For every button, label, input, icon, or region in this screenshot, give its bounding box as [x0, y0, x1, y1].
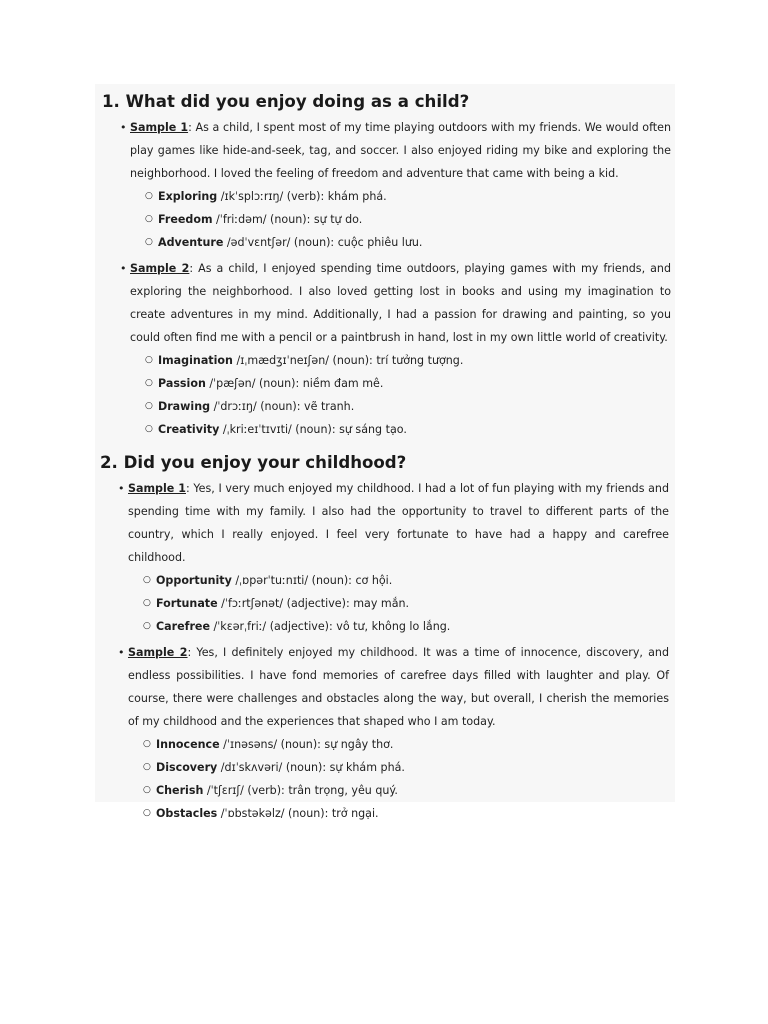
- vocab-item: [145, 395, 671, 418]
- circle-bullet-icon: ○: [145, 355, 153, 365]
- sample-label: Sample 2: [128, 646, 188, 659]
- sample-text: : Yes, I very much enjoyed my childhood. I had a lot of fun playing with my friends and spending time with my family. I also had the opportunity to travel to different parts of the country, which I really enjoyed. I feel very fortunate to have had a happy and carefree childhood.: [128, 482, 669, 564]
- vocab-item: [145, 372, 671, 395]
- sample-label: Sample 1: [128, 482, 186, 495]
- vocab-item: [143, 779, 669, 802]
- vocab-definition: /dɪˈskʌvəri/ (noun): sự khám phá.: [217, 761, 405, 774]
- vocab-word: Discovery: [156, 761, 218, 774]
- vocab-word: Drawing: [158, 400, 211, 413]
- vocab-list: [143, 733, 669, 825]
- vocab-word: Adventure: [158, 236, 224, 249]
- vocab-item: [143, 756, 669, 779]
- vocab-item: [145, 231, 671, 254]
- sample-answer: [118, 641, 670, 825]
- vocab-definition: /ɪˌmædʒɪˈneɪʃən/ (noun): trí tưởng tượng.: [232, 354, 464, 367]
- vocab-item: [145, 349, 671, 372]
- circle-bullet-icon: ○: [143, 621, 151, 631]
- circle-bullet-icon: ○: [143, 762, 151, 772]
- question-heading: 1. What did you enjoy doing as a child?: [102, 92, 470, 111]
- vocab-definition: /ˈfɔːrtʃənət/ (adjective): may mắn.: [217, 597, 410, 610]
- vocab-word: Exploring: [158, 190, 218, 203]
- circle-bullet-icon: ○: [145, 424, 153, 434]
- vocab-item: [143, 592, 669, 615]
- vocab-definition: /ˌɒpərˈtuːnɪti/ (noun): cơ hội.: [231, 574, 393, 587]
- bullet-icon: •: [120, 121, 127, 134]
- vocab-word: Opportunity: [156, 574, 232, 587]
- sample-answer: [120, 116, 671, 254]
- vocab-word: Cherish: [156, 784, 204, 797]
- sample-label: Sample 1: [130, 121, 189, 134]
- vocab-word: Fortunate: [156, 597, 218, 610]
- sample-text: : Yes, I definitely enjoyed my childhood. It was a time of innocence, discovery, and endless possibilities. I have fond memories of carefree days filled with laughter and play. Of course, there were challenges and obstacles along the way, but overall, I cherish the memories of my childhood and the experiences that shaped who I am today.: [128, 646, 670, 728]
- bullet-icon: •: [118, 646, 125, 659]
- sample-answer: [120, 257, 671, 441]
- vocab-item: [145, 185, 671, 208]
- sample-text: : As a child, I enjoyed spending time outdoors, playing games with my friends, and exploring the neighborhood. I also loved getting lost in books and using my imagination to create adventures in my mind. Additionally, I had a passion for drawing and painting, so you could often find me with a pencil or a paintbrush in hand, lost in my own little world of creativity.: [130, 262, 671, 344]
- circle-bullet-icon: ○: [145, 378, 153, 388]
- vocab-list: [145, 349, 671, 441]
- vocab-word: Creativity: [158, 423, 220, 436]
- vocab-definition: /ɪkˈsplɔːrɪŋ/ (verb): khám phá.: [217, 190, 387, 203]
- vocab-definition: /ədˈvɛntʃər/ (noun): cuộc phiêu lưu.: [223, 236, 423, 249]
- sample-label: Sample 2: [130, 262, 190, 275]
- vocab-word: Obstacles: [156, 807, 218, 820]
- sample-text: : As a child, I spent most of my time playing outdoors with my friends. We would often play games like hide-and-seek, tag, and soccer. I also enjoyed riding my bike and exploring the neighborhood. I loved the feeling of freedom and adventure that came with being a kid.: [130, 121, 671, 180]
- vocab-list: [143, 569, 669, 638]
- bullet-icon: •: [120, 262, 127, 275]
- circle-bullet-icon: ○: [143, 575, 151, 585]
- circle-bullet-icon: ○: [145, 214, 153, 224]
- circle-bullet-icon: ○: [145, 237, 153, 247]
- vocab-list: [145, 185, 671, 254]
- vocab-definition: /ˈtʃɛrɪʃ/ (verb): trân trọng, yêu quý.: [203, 784, 398, 797]
- vocab-definition: /ˈpæʃən/ (noun): niềm đam mê.: [205, 377, 384, 390]
- vocab-word: Innocence: [156, 738, 220, 751]
- circle-bullet-icon: ○: [145, 401, 153, 411]
- circle-bullet-icon: ○: [143, 785, 151, 795]
- sample-list: [120, 116, 768, 441]
- circle-bullet-icon: ○: [143, 808, 151, 818]
- sample-list: [118, 477, 768, 825]
- vocab-word: Freedom: [158, 213, 213, 226]
- vocab-item: [143, 615, 669, 638]
- vocab-word: Imagination: [158, 354, 233, 367]
- vocab-definition: /ˈkɛərˌfriː/ (adjective): vô tư, không lo lắng.: [209, 620, 451, 633]
- question-heading: 2. Did you enjoy your childhood?: [100, 453, 407, 472]
- vocab-item: [143, 569, 669, 592]
- vocab-item: [145, 418, 671, 441]
- circle-bullet-icon: ○: [145, 191, 153, 201]
- qa-section-1: [0, 91, 768, 441]
- vocab-item: [143, 802, 669, 825]
- vocab-definition: /ˈdrɔːɪŋ/ (noun): vẽ tranh.: [210, 400, 355, 413]
- vocab-definition: /ˈɒbstəkəlz/ (noun): trở ngại.: [217, 807, 379, 820]
- vocab-definition: /ˌkriːeɪˈtɪvɪti/ (noun): sự sáng tạo.: [219, 423, 407, 436]
- vocab-word: Carefree: [156, 620, 210, 633]
- vocab-word: Passion: [158, 377, 206, 390]
- vocab-definition: /ˈɪnəsəns/ (noun): sự ngây thơ.: [219, 738, 394, 751]
- circle-bullet-icon: ○: [143, 739, 151, 749]
- vocab-definition: /ˈfriːdəm/ (noun): sự tự do.: [212, 213, 363, 226]
- circle-bullet-icon: ○: [143, 598, 151, 608]
- qa-section-2: [0, 452, 768, 825]
- vocab-item: [143, 733, 669, 756]
- vocab-item: [145, 208, 671, 231]
- sample-answer: [118, 477, 669, 638]
- bullet-icon: •: [118, 482, 125, 495]
